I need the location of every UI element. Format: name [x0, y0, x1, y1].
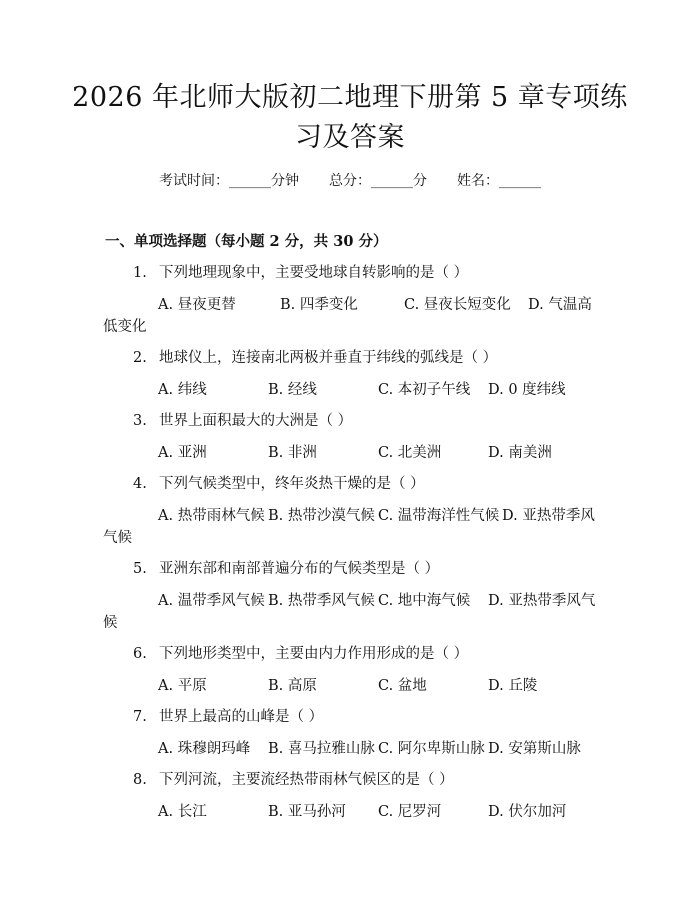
- student-name-field: 姓名：______: [457, 173, 541, 189]
- option-a: A. 纬线: [158, 382, 207, 398]
- option-c: C. 盆地: [378, 678, 427, 694]
- option-c: C. 温带海洋性气候: [378, 508, 500, 524]
- option-c: C. 尼罗河: [378, 804, 442, 820]
- option-d: D. 0 度纬线: [488, 382, 566, 398]
- question-number: 7.: [133, 709, 147, 725]
- option-b: B. 四季变化: [280, 297, 358, 313]
- option-c: C. 地中海气候: [378, 593, 471, 609]
- option-b: B. 喜马拉雅山脉: [268, 741, 375, 757]
- option-d: D. 伏尔加河: [488, 804, 567, 820]
- option-wrap-text: 低变化: [103, 319, 147, 335]
- document-title-line-2: 习及答案: [295, 122, 405, 153]
- document-title-line-1: 2026 年北师大版初二地理下册第 5 章专项练: [72, 82, 628, 113]
- question-text: 下列地理现象中，主要受地球自转影响的是（ ）: [159, 265, 469, 281]
- option-c: C. 阿尔卑斯山脉: [378, 741, 485, 757]
- question-stem: [133, 409, 352, 430]
- option-c: C. 昼夜长短变化: [404, 297, 511, 313]
- option-b: B. 亚马孙河: [268, 804, 346, 820]
- question-number: 1.: [133, 265, 147, 281]
- option-c: C. 北美洲: [378, 445, 442, 461]
- option-d: D. 安第斯山脉: [488, 741, 581, 757]
- option-d: D. 亚热带季风气: [488, 593, 596, 609]
- question-text: 世界上面积最大的大洲是（ ）: [159, 413, 353, 429]
- option-wrap-text: 候: [103, 615, 118, 631]
- question-stem: [133, 261, 468, 282]
- option-a: A. 平原: [158, 678, 207, 694]
- question-text: 下列气候类型中，终年炎热干燥的是（ ）: [159, 476, 425, 492]
- question-text: 下列地形类型中，主要由内力作用形成的是（ ）: [159, 646, 469, 662]
- question-number: 5.: [133, 561, 147, 577]
- question-number: 6.: [133, 646, 147, 662]
- question-number: 2.: [133, 350, 147, 366]
- option-c: C. 本初子午线: [378, 382, 471, 398]
- question-text: 世界上最高的山峰是（ ）: [159, 709, 324, 725]
- exam-meta: [0, 170, 700, 190]
- option-a: A. 珠穆朗玛峰: [158, 741, 251, 757]
- question-text: 亚洲东部和南部普遍分布的气候类型是（ ）: [159, 561, 440, 577]
- question-number: 8.: [133, 772, 147, 788]
- question-stem: [133, 346, 497, 367]
- option-d: D. 丘陵: [488, 678, 538, 694]
- option-b: B. 非洲: [268, 445, 317, 461]
- option-a: A. 亚洲: [158, 445, 207, 461]
- question-number: 4.: [133, 476, 147, 492]
- question-stem: [133, 472, 425, 493]
- section-heading-single-choice: 一、单项选择题（每小题 2 分，共 30 分）: [105, 233, 388, 250]
- total-score-field: 总分：______分: [329, 173, 427, 189]
- option-a: A. 昼夜更替: [158, 297, 236, 313]
- question-stem: [133, 557, 439, 578]
- option-d: D. 气温高: [528, 297, 592, 313]
- option-d: D. 亚热带季风: [502, 508, 595, 524]
- option-b: B. 经线: [268, 382, 317, 398]
- option-d: D. 南美洲: [488, 445, 552, 461]
- question-stem: [133, 705, 323, 726]
- option-wrap-text: 气候: [103, 530, 132, 546]
- option-a: A. 热带雨林气候: [158, 508, 265, 524]
- option-b: B. 热带季风气候: [268, 593, 375, 609]
- option-b: B. 高原: [268, 678, 317, 694]
- question-stem: [133, 642, 468, 663]
- option-a: A. 温带季风气候: [158, 593, 265, 609]
- exam-time-field: 考试时间：______分钟: [159, 173, 299, 189]
- question-text: 下列河流，主要流经热带雨林气候区的是（ ）: [159, 772, 454, 788]
- option-b: B. 热带沙漠气候: [268, 508, 375, 524]
- question-number: 3.: [133, 413, 147, 429]
- question-text: 地球仪上，连接南北两极并垂直于纬线的弧线是（ ）: [159, 350, 498, 366]
- option-a: A. 长江: [158, 804, 207, 820]
- question-stem: [133, 768, 454, 789]
